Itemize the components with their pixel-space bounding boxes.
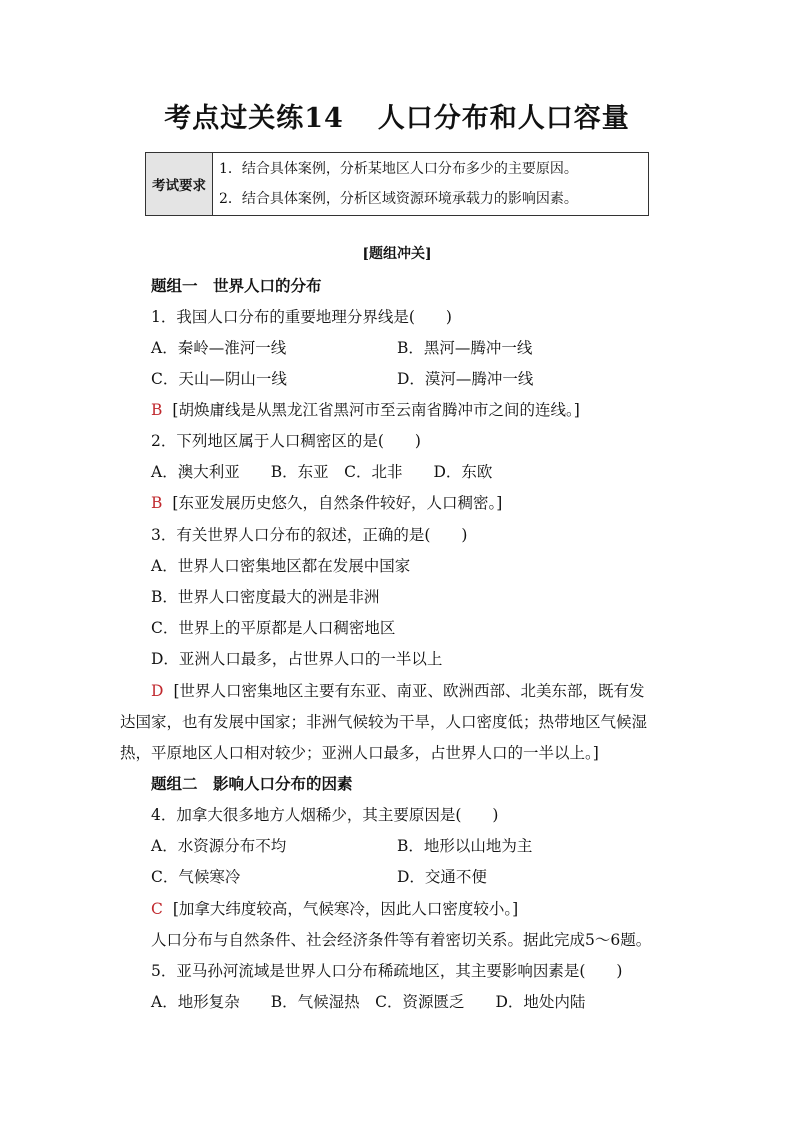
q3-explanation-2: 达国家，也有发展中国家；非洲气候较为干旱，人口密度低；热带地区气候湿	[120, 713, 648, 731]
q4-option-a: A．水资源分布不均	[151, 837, 287, 855]
q1-option-a: A．秦岭—淮河一线	[151, 339, 287, 357]
q3-stem: 3．有关世界人口分布的叙述，正确的是( )	[151, 526, 468, 544]
q3-option-b: B．世界人口密度最大的洲是非洲	[151, 588, 380, 606]
q4-answer: C	[151, 900, 163, 918]
q2-answer: B	[151, 494, 163, 512]
q3-option-c: C．世界上的平原都是人口稠密地区	[151, 619, 396, 637]
q3-option-a: A．世界人口密集地区都在发展中国家	[151, 557, 411, 575]
q4-option-b: B．地形以山地为主	[397, 837, 533, 855]
q56-intro: 人口分布与自然条件、社会经济条件等有着密切关系。据此完成5～6题。	[151, 931, 652, 949]
q4-explanation: [加拿大纬度较高，气候寒冷，因此人口密度较小。]	[172, 900, 519, 918]
q1-answer-line	[151, 399, 580, 421]
q3-answer-line	[151, 680, 645, 702]
q3-explanation-3: 热，平原地区人口相对较少；亚洲人口最多，占世界人口的一半以上。]	[120, 744, 599, 762]
exam-requirements-table	[145, 152, 649, 216]
group1-title: 题组一 世界人口的分布	[151, 276, 322, 295]
q4-answer-line	[151, 898, 518, 920]
q1-option-b: B．黑河—腾冲一线	[397, 339, 533, 357]
page-title	[0, 96, 794, 135]
q2-explanation: [东亚发展历史悠久，自然条件较好，人口稠密。]	[172, 494, 503, 512]
q4-stem: 4．加拿大很多地方人烟稀少，其主要原因是( )	[151, 806, 499, 824]
q1-option-d: D．漠河—腾冲一线	[397, 370, 534, 388]
requirement-item: 1．结合具体案例，分析某地区人口分布多少的主要原因。	[219, 161, 578, 177]
q2-answer-line	[151, 492, 502, 514]
q2-options: A．澳大利亚 B．东亚 C．北非 D．东欧	[151, 463, 493, 481]
q5-stem: 5．亚马孙河流域是世界人口分布稀疏地区，其主要影响因素是( )	[151, 962, 623, 980]
q4-options-row1	[151, 835, 533, 857]
q1-stem: 1．我国人口分布的重要地理分界线是( )	[151, 308, 452, 326]
q1-options-row1	[151, 337, 533, 359]
q5-options: A．地形复杂 B．气候湿热 C．资源匮乏 D．地处内陆	[151, 993, 586, 1011]
q1-answer: B	[151, 401, 163, 419]
q1-options-row2	[151, 368, 534, 390]
title-topic: 人口分布和人口容量	[377, 103, 630, 134]
q4-options-row2	[151, 866, 487, 888]
q3-explanation-1: [世界人口密集地区主要有东亚、南亚、欧洲西部、北美东部，既有发	[173, 682, 645, 700]
requirements-header: 考试要求	[146, 153, 213, 216]
q4-option-c: C．气候寒冷	[151, 868, 241, 886]
q4-option-d: D．交通不便	[397, 868, 487, 886]
title-main: 考点过关练14	[164, 103, 344, 134]
q2-stem: 2．下列地区属于人口稠密区的是( )	[151, 432, 421, 450]
group2-title: 题组二 影响人口分布的因素	[151, 774, 353, 793]
q1-explanation: [胡焕庸线是从黑龙江省黑河市至云南省腾冲市之间的连线。]	[172, 401, 580, 419]
q1-option-c: C．天山—阴山一线	[151, 370, 287, 388]
section-subtitle: [题组冲关]	[362, 246, 432, 262]
q3-answer: D	[151, 682, 164, 700]
requirement-item: 2．结合具体案例，分析区域资源环境承载力的影响因素。	[219, 191, 578, 207]
requirements-items	[213, 153, 649, 216]
q3-option-d: D．亚洲人口最多，占世界人口的一半以上	[151, 650, 443, 668]
